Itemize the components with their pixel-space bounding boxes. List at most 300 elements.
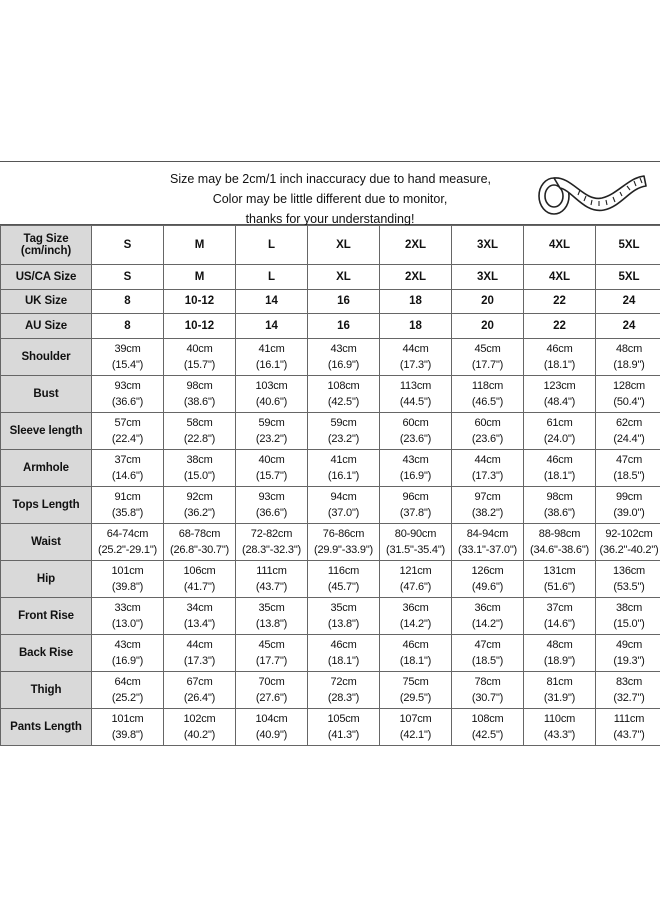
inch-value: (16.9") (111, 654, 144, 667)
measurement-cell (164, 375, 236, 412)
size-row (1, 314, 660, 339)
measurement-cell (596, 671, 660, 708)
size-table (0, 225, 660, 746)
inch-value: (41.3") (327, 728, 360, 741)
measurement-cell (92, 523, 164, 560)
cm-value: 98cm (186, 379, 213, 392)
inch-value: (42.5") (327, 395, 360, 408)
cm-value: 48cm (546, 638, 573, 651)
cm-value: 44cm (474, 453, 501, 466)
notice-line-3: thanks for your understanding! (245, 212, 415, 226)
size-cell: 2XL (380, 265, 452, 290)
measurement-cell (452, 597, 524, 634)
cm-value: 81cm (546, 675, 573, 688)
cm-value: 108cm (327, 379, 360, 392)
inch-value: (40.6") (255, 395, 288, 408)
cm-value: 110cm (543, 712, 576, 725)
size-cell: 18 (380, 314, 452, 339)
measurement-cell (92, 671, 164, 708)
measurement-cell (380, 523, 452, 560)
row-label (1, 289, 92, 314)
cm-value: 45cm (474, 342, 501, 355)
inch-value: (25.2") (111, 691, 144, 704)
cm-value: 38cm (615, 601, 643, 614)
inch-value: (23.6") (399, 432, 432, 445)
cm-value: 101cm (111, 712, 144, 725)
measurement-cell (236, 486, 308, 523)
size-cell: 18 (380, 289, 452, 314)
measurement-cell (452, 671, 524, 708)
cm-value: 60cm (402, 416, 429, 429)
size-cell: 20 (452, 314, 524, 339)
inch-value: (14.6") (543, 617, 576, 630)
inch-value: (39.0") (613, 506, 645, 519)
size-cell: 24 (596, 314, 660, 339)
measurement-cell (164, 634, 236, 671)
inch-value: (15.0") (613, 617, 645, 630)
size-cell: 3XL (452, 226, 524, 265)
measurement-row (1, 486, 660, 523)
notice-line-2: Color may be little different due to monitor, (212, 192, 448, 206)
chart-header (0, 161, 660, 225)
cm-value: 106cm (183, 564, 216, 577)
measurement-cell (452, 449, 524, 486)
cm-value: 64-74cm (106, 527, 149, 540)
inch-value: (34.6"-38.6") (529, 543, 590, 556)
inch-value: (14.6") (111, 469, 144, 482)
cm-value: 118cm (471, 379, 504, 392)
measurement-row (1, 634, 660, 671)
size-cell: 3XL (452, 265, 524, 290)
inch-value: (51.6") (543, 580, 576, 593)
measurement-cell (164, 338, 236, 375)
size-cell: 16 (308, 289, 380, 314)
measurement-cell (380, 597, 452, 634)
size-cell: 2XL (380, 226, 452, 265)
measurement-cell (308, 449, 380, 486)
cm-value: 43cm (330, 342, 357, 355)
inch-value: (13.8") (255, 617, 288, 630)
row-label (1, 226, 92, 265)
inch-value: (36.6") (255, 506, 288, 519)
inch-value: (39.8") (111, 580, 144, 593)
inch-value: (16.9") (327, 358, 360, 371)
inch-value: (32.7") (613, 691, 645, 704)
cm-value: 39cm (114, 342, 141, 355)
measurement-cell (524, 560, 596, 597)
measurement-cell (164, 523, 236, 560)
cm-value: 93cm (114, 379, 141, 392)
row-label-text: AU Size (24, 319, 68, 332)
cm-value: 44cm (186, 638, 213, 651)
inch-value: (35.8") (111, 506, 144, 519)
cm-value: 84-94cm (466, 527, 509, 540)
size-cell: 10-12 (164, 289, 236, 314)
cm-value: 37cm (114, 453, 141, 466)
cm-value: 121cm (399, 564, 432, 577)
cm-value: 111cm (613, 712, 645, 725)
inch-value: (36.2") (183, 506, 216, 519)
measurement-label: Waist (1, 523, 92, 560)
cm-value: 41cm (330, 453, 357, 466)
measurement-cell (92, 486, 164, 523)
measurement-cell (524, 597, 596, 634)
inch-value: (28.3") (327, 691, 360, 704)
measurement-cell (236, 634, 308, 671)
size-row (1, 226, 660, 265)
cm-value: 40cm (258, 453, 285, 466)
size-cell: S (92, 265, 164, 290)
measurement-cell (452, 412, 524, 449)
inch-value: (22.8") (183, 432, 216, 445)
size-cell: 4XL (524, 226, 596, 265)
measurement-cell (164, 560, 236, 597)
measurement-label: Front Rise (1, 597, 92, 634)
inch-value: (22.4") (111, 432, 144, 445)
measurement-cell (92, 597, 164, 634)
size-cell: M (164, 226, 236, 265)
inch-value: (50.4") (613, 395, 645, 408)
cm-value: 113cm (399, 379, 432, 392)
measurement-cell (236, 523, 308, 560)
inch-value: (45.7") (327, 580, 360, 593)
inch-value: (30.7") (471, 691, 504, 704)
cm-value: 108cm (471, 712, 504, 725)
cm-value: 60cm (474, 416, 501, 429)
measurement-cell (596, 375, 660, 412)
cm-value: 47cm (474, 638, 501, 651)
cm-value: 35cm (330, 601, 357, 614)
inch-value: (41.7") (183, 580, 216, 593)
cm-value: 43cm (402, 453, 429, 466)
measurement-cell (92, 375, 164, 412)
size-row (1, 265, 660, 290)
inch-value: (26.8"-30.7") (169, 543, 230, 556)
measurement-cell (596, 338, 660, 375)
measurement-cell (452, 634, 524, 671)
cm-value: 98cm (546, 490, 573, 503)
measurement-cell (164, 671, 236, 708)
inch-value: (38.2") (471, 506, 504, 519)
inch-value: (29.9"-33.9") (313, 543, 374, 556)
measurement-label: Hip (1, 560, 92, 597)
inch-value: (16.9") (399, 469, 432, 482)
measurement-cell (596, 449, 660, 486)
cm-value: 93cm (258, 490, 285, 503)
size-chart (0, 161, 660, 739)
cm-value: 107cm (399, 712, 432, 725)
measurement-cell (164, 597, 236, 634)
inch-value: (16.1") (327, 469, 360, 482)
size-cell: XL (308, 265, 380, 290)
measurement-label: Thigh (1, 671, 92, 708)
inch-value: (29.5") (399, 691, 432, 704)
measurement-label: Armhole (1, 449, 92, 486)
size-cell: 20 (452, 289, 524, 314)
size-cell: L (236, 226, 308, 265)
measurement-cell (380, 708, 452, 745)
measurement-cell (92, 449, 164, 486)
size-cell: XL (308, 226, 380, 265)
cm-value: 111cm (256, 564, 287, 577)
inch-value: (26.4") (183, 691, 216, 704)
measurement-cell (596, 634, 660, 671)
measurement-cell (236, 412, 308, 449)
measurement-cell (452, 708, 524, 745)
cm-value: 46cm (546, 453, 573, 466)
cm-value: 94cm (330, 490, 357, 503)
measurement-cell (308, 523, 380, 560)
inch-value: (46.5") (471, 395, 504, 408)
cm-value: 41cm (258, 342, 285, 355)
cm-value: 101cm (111, 564, 144, 577)
inch-value: (38.6") (183, 395, 216, 408)
inch-value: (19.3") (613, 654, 645, 667)
cm-value: 59cm (258, 416, 285, 429)
measurement-label: Sleeve length (1, 412, 92, 449)
measurement-label: Tops Length (1, 486, 92, 523)
measurement-cell (308, 708, 380, 745)
measurement-cell (524, 708, 596, 745)
cm-value: 88-98cm (538, 527, 581, 540)
measurement-row (1, 375, 660, 412)
inch-value: (13.0") (111, 617, 144, 630)
inch-value: (36.2"-40.2") (599, 543, 659, 556)
cm-value: 43cm (114, 638, 141, 651)
inch-value: (18.1") (327, 654, 360, 667)
cm-value: 136cm (612, 564, 646, 577)
cm-value: 47cm (615, 453, 643, 466)
measurement-cell (164, 708, 236, 745)
inch-value: (28.3"-32.3") (241, 543, 302, 556)
measurement-row (1, 449, 660, 486)
inch-value: (31.5"-35.4") (385, 543, 446, 556)
measurement-label: Back Rise (1, 634, 92, 671)
measurement-cell (236, 449, 308, 486)
measurement-cell (596, 560, 660, 597)
cm-value: 62cm (615, 416, 643, 429)
size-cell: 8 (92, 314, 164, 339)
measurement-cell (236, 671, 308, 708)
measurement-cell (308, 338, 380, 375)
measurement-cell (452, 560, 524, 597)
inch-value: (17.3") (183, 654, 216, 667)
inch-value: (15.4") (111, 358, 144, 371)
cm-value: 49cm (615, 638, 643, 651)
measurement-row (1, 523, 660, 560)
inch-value: (13.4") (183, 617, 216, 630)
cm-value: 75cm (402, 675, 429, 688)
cm-value: 128cm (612, 379, 646, 392)
measurement-cell (596, 486, 660, 523)
cm-value: 72cm (330, 675, 357, 688)
measurement-cell (524, 671, 596, 708)
cm-value: 70cm (258, 675, 285, 688)
measurement-cell (380, 634, 452, 671)
inch-value: (48.4") (543, 395, 576, 408)
measurement-cell (236, 560, 308, 597)
inch-value: (18.1") (543, 358, 576, 371)
notice-line-1: Size may be 2cm/1 inch inaccuracy due to hand measure, (170, 172, 492, 186)
cm-value: 104cm (255, 712, 288, 725)
cm-value: 36cm (402, 601, 429, 614)
cm-value: 92cm (186, 490, 213, 503)
inch-value: (37.0") (327, 506, 360, 519)
measurement-cell (380, 449, 452, 486)
measurement-cell (308, 634, 380, 671)
cm-value: 35cm (258, 601, 285, 614)
inch-value: (24.4") (613, 432, 645, 445)
measurement-cell (308, 671, 380, 708)
cm-value: 91cm (114, 490, 141, 503)
cm-value: 58cm (186, 416, 213, 429)
cm-value: 44cm (402, 342, 429, 355)
inch-value: (23.2") (255, 432, 288, 445)
inch-value: (17.7") (471, 358, 504, 371)
cm-value: 131cm (543, 564, 576, 577)
cm-value: 48cm (615, 342, 643, 355)
row-label-text: Tag Size (23, 233, 69, 245)
inch-value: (17.3") (471, 469, 504, 482)
measurement-cell (236, 597, 308, 634)
inch-value: (31.9") (543, 691, 576, 704)
inch-value: (40.2") (183, 728, 216, 741)
measurement-cell (452, 486, 524, 523)
size-row (1, 289, 660, 314)
measurement-row (1, 338, 660, 375)
measurement-row (1, 560, 660, 597)
measurement-cell (452, 523, 524, 560)
cm-value: 46cm (402, 638, 429, 651)
inch-value: (18.9") (613, 358, 645, 371)
measurement-cell (596, 708, 660, 745)
cm-value: 102cm (183, 712, 216, 725)
cm-value: 99cm (615, 490, 643, 503)
inch-value: (18.5") (613, 469, 645, 482)
inch-value: (53.5") (613, 580, 645, 593)
inch-value: (16.1") (255, 358, 288, 371)
cm-value: 57cm (114, 416, 141, 429)
measurement-row (1, 671, 660, 708)
cm-value: 92-102cm (605, 527, 653, 540)
measurement-row (1, 412, 660, 449)
size-cell: S (92, 226, 164, 265)
measurement-cell (92, 560, 164, 597)
cm-value: 78cm (474, 675, 501, 688)
size-cell: 14 (236, 289, 308, 314)
measurement-cell (308, 412, 380, 449)
size-cell: 4XL (524, 265, 596, 290)
inch-value: (14.2") (399, 617, 432, 630)
cm-value: 68-78cm (178, 527, 221, 540)
cm-value: 83cm (615, 675, 643, 688)
measurement-cell (524, 449, 596, 486)
cm-value: 33cm (114, 601, 141, 614)
measurement-cell (92, 412, 164, 449)
inch-value: (43.7") (613, 728, 645, 741)
size-cell: 24 (596, 289, 660, 314)
inch-value: (24.0") (543, 432, 576, 445)
cm-value: 61cm (546, 416, 573, 429)
measurement-cell (524, 412, 596, 449)
inch-value: (15.7") (255, 469, 288, 482)
inch-value: (47.6") (399, 580, 432, 593)
measurement-cell (524, 634, 596, 671)
measurement-cell (380, 560, 452, 597)
size-cell: 8 (92, 289, 164, 314)
measurement-cell (596, 597, 660, 634)
inch-value: (13.8") (327, 617, 360, 630)
size-cell: 22 (524, 289, 596, 314)
measurement-cell (92, 338, 164, 375)
measurement-cell (308, 486, 380, 523)
measurement-cell (380, 375, 452, 412)
cm-value: 36cm (474, 601, 501, 614)
cm-value: 59cm (330, 416, 357, 429)
inch-value: (18.1") (543, 469, 576, 482)
cm-value: 96cm (402, 490, 429, 503)
measurement-cell (596, 412, 660, 449)
row-label (1, 314, 92, 339)
inch-value: (38.6") (543, 506, 576, 519)
inch-value: (18.5") (471, 654, 504, 667)
row-label (1, 265, 92, 290)
measurement-row (1, 597, 660, 634)
cm-value: 103cm (255, 379, 288, 392)
inch-value: (43.3") (543, 728, 576, 741)
measurement-cell (524, 338, 596, 375)
inch-value: (15.0") (183, 469, 216, 482)
cm-value: 67cm (186, 675, 213, 688)
inch-value: (49.6") (471, 580, 504, 593)
cm-value: 97cm (474, 490, 501, 503)
cm-value: 37cm (546, 601, 573, 614)
measurement-cell (524, 375, 596, 412)
measurement-row (1, 708, 660, 745)
cm-value: 64cm (114, 675, 141, 688)
cm-value: 116cm (327, 564, 360, 577)
measurement-cell (596, 523, 660, 560)
measurement-cell (308, 560, 380, 597)
measurement-cell (380, 671, 452, 708)
cm-value: 105cm (327, 712, 360, 725)
size-cell: 22 (524, 314, 596, 339)
measurement-cell (308, 597, 380, 634)
cm-value: 40cm (186, 342, 213, 355)
inch-value: (17.3") (399, 358, 432, 371)
size-cell: 10-12 (164, 314, 236, 339)
measurement-label: Bust (1, 375, 92, 412)
cm-value: 126cm (471, 564, 504, 577)
inch-value: (18.9") (543, 654, 576, 667)
measurement-cell (236, 375, 308, 412)
inch-value: (18.1") (399, 654, 432, 667)
cm-value: 45cm (258, 638, 285, 651)
row-label-text: UK Size (24, 295, 68, 308)
cm-value: 123cm (543, 379, 576, 392)
inch-value: (25.2"-29.1") (97, 543, 158, 556)
measurement-cell (308, 375, 380, 412)
measurement-cell (380, 412, 452, 449)
measurement-cell (524, 486, 596, 523)
size-cell: 14 (236, 314, 308, 339)
size-cell: M (164, 265, 236, 290)
cm-value: 34cm (186, 601, 213, 614)
measurement-cell (452, 375, 524, 412)
cm-value: 80-90cm (394, 527, 437, 540)
measurement-cell (524, 523, 596, 560)
inch-value: (27.6") (255, 691, 288, 704)
